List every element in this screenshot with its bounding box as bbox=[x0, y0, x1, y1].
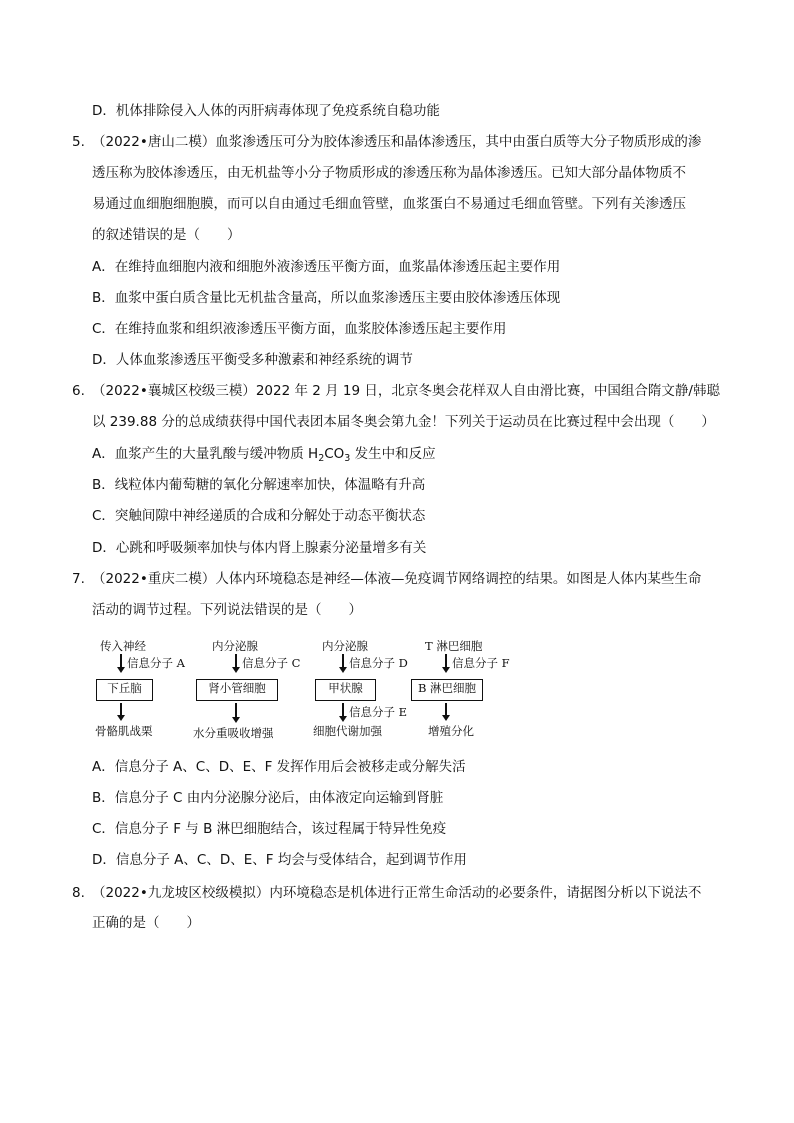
panel-4-source: T 淋巴细胞 bbox=[425, 639, 483, 653]
q6-option-a-sub-3: 3 bbox=[344, 453, 351, 464]
q4-option-d: D．机体排除侵入人体的丙肝病毒体现了免疫系统自稳功能 bbox=[92, 103, 440, 119]
q6-option-a-sub-2: 2 bbox=[318, 453, 325, 464]
panel-2-result: 水分重吸收增强 bbox=[193, 726, 274, 740]
panel-3-result: 细胞代谢加强 bbox=[313, 724, 382, 738]
q5-option-d: D．人体血浆渗透压平衡受多种激素和神经系统的调节 bbox=[92, 352, 413, 368]
q7-option-c: C．信息分子 F 与 B 淋巴细胞结合，该过程属于特异性免疫 bbox=[92, 821, 447, 837]
q5-option-a: A．在维持血细胞内液和细胞外液渗透压平衡方面，血浆晶体渗透压起主要作用 bbox=[92, 259, 561, 275]
panel-2-box: 肾小管细胞 bbox=[196, 679, 278, 701]
panel-4-box: B 淋巴细胞 bbox=[411, 679, 483, 701]
panel-1-result: 骨骼肌战栗 bbox=[95, 724, 153, 738]
q6-option-d: D．心跳和呼吸频率加快与体内肾上腺素分泌量增多有关 bbox=[92, 540, 427, 556]
q6-stem-line-1: （2022•襄城区校级三模）2022 年 2 月 19 日，北京冬奥会花样双人自由滑比赛，中国组合隋文静/韩聪 bbox=[92, 383, 720, 399]
q6-option-a-text-pre: A．血浆产生的大量乳酸与缓冲物质 H bbox=[92, 446, 319, 462]
panel-4-signal: 信息分子 F bbox=[452, 656, 510, 670]
q6-number: 6. bbox=[72, 383, 85, 399]
q7-stem-line-1: （2022•重庆二模）人体内环境稳态是神经—体液—免疫调节网络调控的结果。如图是人体内某些生命 bbox=[92, 571, 702, 587]
q5-option-c: C．在维持血浆和组织液渗透压平衡方面，血浆胶体渗透压起主要作用 bbox=[92, 321, 507, 337]
q5-stem-line-3: 易通过血细胞细胞膜，而可以自由通过毛细血管壁，血浆蛋白不易通过毛细血管壁。下列有关渗透压 bbox=[92, 196, 686, 212]
panel-3-signal: 信息分子 D bbox=[349, 656, 408, 670]
panel-3-box: 甲状腺 bbox=[315, 679, 376, 701]
panel-3-source: 内分泌腺 bbox=[322, 639, 368, 653]
q6-option-a bbox=[92, 445, 436, 468]
q7-number: 7. bbox=[72, 571, 85, 587]
panel-1-box: 下丘脑 bbox=[96, 679, 153, 701]
panel-1-source: 传入神经 bbox=[100, 639, 146, 653]
q7-option-b: B．信息分子 C 由内分泌腺分泌后，由体液定向运输到肾脏 bbox=[92, 790, 444, 806]
q5-stem-line-4: 的叙述错误的是（ ） bbox=[92, 227, 241, 243]
q5-option-b: B．血浆中蛋白质含量比无机盐含量高，所以血浆渗透压主要由胶体渗透压体现 bbox=[92, 290, 561, 306]
q7-stem-line-2: 活动的调节过程。下列说法错误的是（ ） bbox=[92, 602, 362, 618]
q5-number: 5. bbox=[72, 134, 85, 150]
q7-option-a: A．信息分子 A、C、D、E、F 发挥作用后会被移走或分解失活 bbox=[92, 759, 466, 775]
panel-2-source: 内分泌腺 bbox=[212, 639, 258, 653]
panel-2-signal: 信息分子 C bbox=[242, 656, 301, 670]
q7-option-d: D．信息分子 A、C、D、E、F 均会与受体结合，起到调节作用 bbox=[92, 852, 467, 868]
panel-4-result: 增殖分化 bbox=[428, 724, 474, 738]
panel-1-signal: 信息分子 A bbox=[127, 656, 185, 670]
q6-option-c: C．突触间隙中神经递质的合成和分解处于动态平衡状态 bbox=[92, 508, 426, 524]
q5-stem-line-1: （2022•唐山二模）血浆渗透压可分为胶体渗透压和晶体渗透压，其中由蛋白质等大分子物质形成的渗 bbox=[92, 134, 702, 150]
q8-number: 8. bbox=[72, 885, 85, 901]
panel-3-signal-below: 信息分子 E bbox=[349, 705, 408, 719]
q6-stem-line-2: 以 239.88 分的总成绩获得中国代表团本届冬奥会第九金！下列关于运动员在比赛过程中会出现（ ） bbox=[92, 414, 715, 430]
q8-stem-line-2: 正确的是（ ） bbox=[92, 915, 200, 931]
q6-option-b: B．线粒体内葡萄糖的氧化分解速率加快，体温略有升高 bbox=[92, 477, 426, 493]
q8-stem-line-1: （2022•九龙坡区校级模拟）内环境稳态是机体进行正常生命活动的必要条件，请据图分析以下说法不 bbox=[92, 885, 702, 901]
q5-stem-line-2: 透压称为胶体渗透压，由无机盐等小分子物质形成的渗透压称为晶体渗透压。已知大部分晶体物质不 bbox=[92, 165, 686, 181]
q6-option-a-text-post: 发生中和反应 bbox=[350, 446, 436, 462]
q6-option-a-text-mid: CO bbox=[324, 446, 345, 462]
